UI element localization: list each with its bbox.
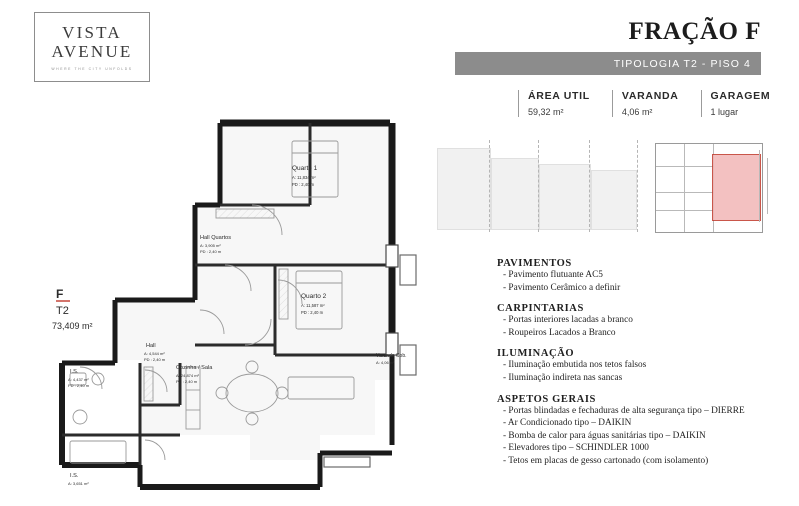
spec-item: - Pavimento Cerâmico a definir	[503, 282, 621, 293]
highlighted-unit-f	[712, 154, 761, 221]
apartment-floor-plan	[20, 105, 440, 500]
room-area-hall-quartos: A: 3,905 m²	[200, 243, 221, 248]
keymap-wall	[656, 210, 714, 211]
spec-item: - Elevadores tipo – SCHINDLER 1000	[503, 443, 649, 454]
room-label-cozinha-sala: Cozinha / Sala	[176, 365, 213, 371]
keymap-block	[491, 158, 539, 230]
room-height-is-1: PD : 2,40 m	[68, 383, 90, 388]
room-label-hall: Hall	[146, 343, 156, 349]
spec-section-title: PAVIMENTOS	[497, 258, 572, 269]
room-label-hall-quartos: Hall Quartos	[200, 235, 232, 241]
spec-section-title: ASPETOS GERAIS	[497, 393, 596, 405]
room-height-quarto-2: PD : 2,40 m	[301, 310, 324, 315]
plan-interior-fill	[115, 125, 400, 460]
room-label-varanda: Varanda Cob.	[376, 353, 407, 359]
room-label-is-1: I.S.	[70, 369, 79, 375]
spec-item: - Bomba de calor para águas sanitárias tipo – DAIKIN	[503, 430, 706, 441]
keymap-wall	[684, 144, 685, 232]
page-title: FRAÇÃO F	[628, 18, 761, 45]
keymap-divider	[538, 140, 539, 232]
room-area-is-2: A: 3,651 m²	[68, 481, 89, 486]
keymap-wall	[656, 192, 714, 193]
spec-item: - Iluminação indireta nas sancas	[503, 372, 623, 383]
logo-line-2: AVENUE	[51, 42, 133, 61]
room-area-varanda: A: 4,06 m²	[376, 360, 395, 365]
room-height-hall-quartos: PD : 2,40 m	[200, 249, 222, 254]
tipologia-banner: TIPOLOGIA T2 - PISO 4	[455, 52, 761, 75]
stat-varanda	[612, 90, 679, 117]
room-height-quarto-1: PD : 2,40 m	[292, 182, 315, 187]
keymap-block	[539, 164, 591, 230]
logo-tagline: WHERE THE CITY UNFOLDS	[51, 67, 133, 71]
spec-item: - Tetos em placas de gesso cartonado (com isolamento)	[503, 455, 709, 466]
brand-logo	[34, 12, 150, 82]
keymap-wall	[656, 166, 714, 167]
stats-row	[518, 90, 792, 117]
keymap-block	[437, 148, 491, 230]
room-area-hall: A: 4,544 m²	[144, 351, 165, 356]
room-area-cozinha-sala: A: 24,874 m²	[176, 373, 199, 378]
room-area-quarto-1: A: 11,834 m²	[292, 175, 316, 180]
room-label-is-2: I.S.	[70, 473, 79, 479]
room-area-quarto-2: A: 11,587 m²	[301, 303, 325, 308]
spec-item: - Pavimento flutuante AC5	[503, 270, 603, 280]
keymap-divider	[489, 140, 490, 232]
building-key-map	[437, 140, 782, 235]
room-height-cozinha-sala: PD : 2,40 m	[176, 379, 198, 384]
room-area-is-1: A: 4,437 m²	[68, 377, 89, 382]
spec-item: - Ar Condicionado tipo – DAIKIN	[503, 418, 632, 429]
stat-value: 59,32 m²	[528, 107, 564, 117]
keymap-edge	[767, 158, 768, 214]
spec-item: - Roupeiros Lacados a Branco	[503, 327, 616, 338]
unit-tag-fraction: F	[56, 287, 64, 301]
room-label-quarto-2: Quarto 2	[301, 293, 327, 300]
spec-section-title: CARPINTARIAS	[497, 303, 584, 315]
keymap-edge	[759, 150, 760, 222]
room-height-hall: PD : 2,40 m	[144, 357, 166, 362]
spec-item: - Portas blindadas e fechaduras de alta segurança tipo – DIERRE	[503, 405, 745, 416]
stat-label: ÁREA UTIL	[528, 90, 590, 102]
logo-line-1: VISTA	[62, 23, 122, 42]
stat-value: 4,06 m²	[621, 107, 653, 117]
keymap-divider	[589, 140, 590, 232]
stat-garagem	[701, 90, 771, 117]
spec-item: - Iluminação embutida nos tetos falsos	[503, 360, 647, 371]
spec-item: - Portas interiores lacadas a branco	[503, 315, 633, 326]
unit-tag	[52, 287, 93, 331]
stat-value: 1 lugar	[710, 107, 739, 117]
keymap-block	[591, 170, 637, 230]
spec-section-title: ILUMINAÇÃO	[497, 348, 575, 360]
keymap-divider	[637, 140, 638, 232]
room-label-quarto-1: Quarto 1	[292, 165, 318, 172]
unit-tag-area: 73,409 m²	[52, 321, 93, 331]
specifications-list	[497, 258, 787, 468]
stat-area-util	[518, 90, 590, 117]
stat-label: VARANDA	[621, 90, 679, 102]
unit-tag-typology: T2	[56, 305, 69, 317]
stat-label: GARAGEM	[710, 90, 771, 102]
